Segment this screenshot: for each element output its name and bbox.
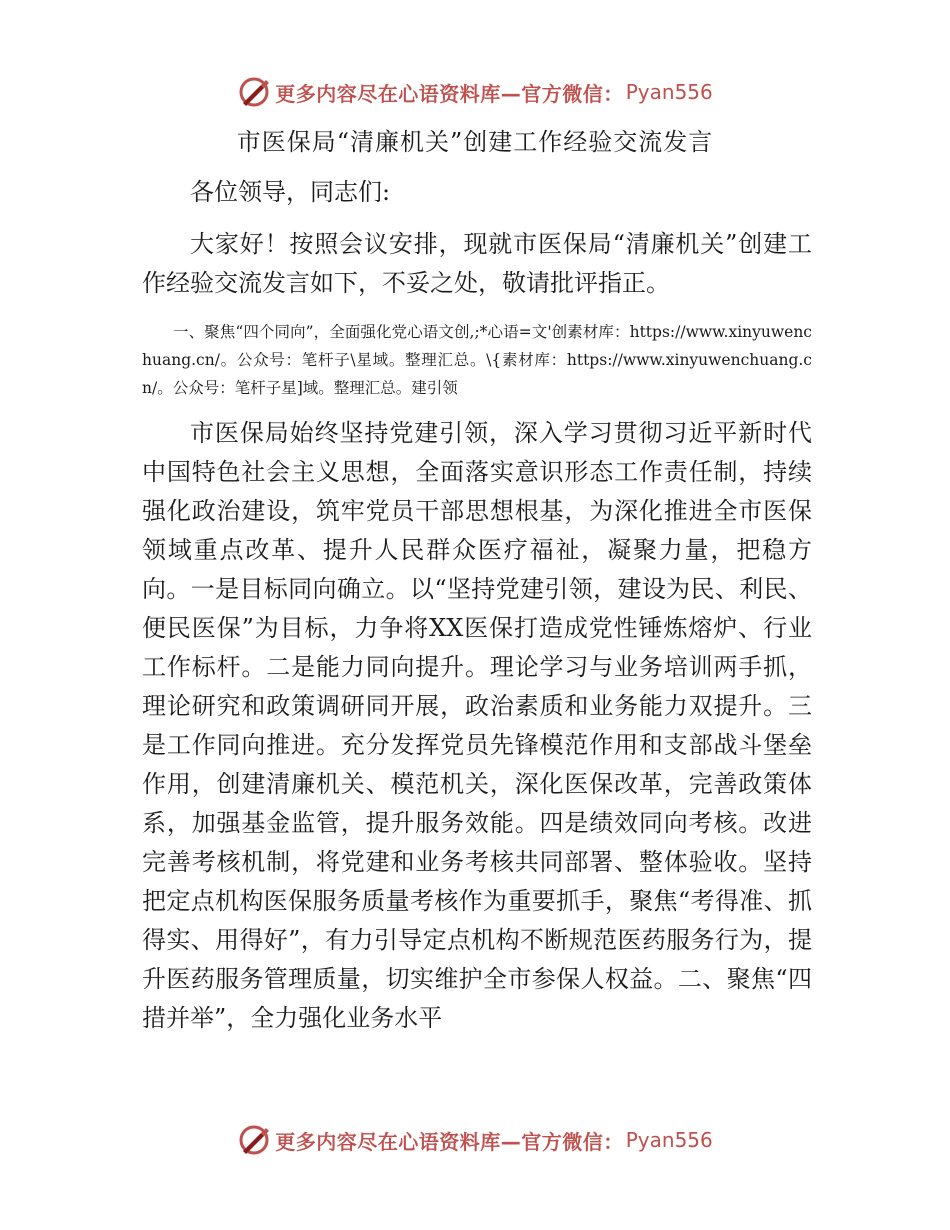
banner-wechat-id: Pyan556 — [625, 80, 713, 104]
pen-logo-icon — [237, 75, 271, 109]
document-title: 市医保局“清廉机关”创建工作经验交流发言 — [236, 128, 714, 156]
footer-watermark-banner — [0, 1120, 950, 1160]
greeting: 各位领导，同志们: — [190, 178, 391, 206]
header-watermark-banner — [0, 72, 950, 112]
section1-heading: 一、聚焦“四个同向”，全面强化党心语文创,;*心语=文'创素材库：https://www.xinyuwenchuang.cn/。公众号：笔杆子\星域。整理汇总。\{素材库：https://www.xinyuwenchuang.cn/。公众号：笔杆子星]域。整理汇总。建引领 — [142, 323, 812, 397]
intro-paragraph: 大家好！按照会议安排，现就市医保局“清廉机关”创建工作经验交流发言如下，不妥之处，敬请批评指正。 — [142, 230, 812, 297]
banner-wechat-id: Pyan556 — [625, 1128, 713, 1152]
pen-logo-icon — [237, 1123, 271, 1157]
banner-text: 更多内容尽在心语资料库—官方微信： — [275, 81, 624, 106]
body-paragraph: 市医保局始终坚持党建引领，深入学习贯彻习近平新时代中国特色社会主义思想，全面落实意识形态工作责任制，持续强化政治建设，筑牢党员干部思想根基，为深化推进全市医保领域重点改革、提升人民群众医疗福祉，凝聚力量，把稳方向。一是目标同向确立。以“坚持党建引领，建设为民、利民、便民医保”为目标，力争将XX医保打造成党性锤炼熔炉、行业工作标杆。二是能力同向提升。理论学习与业务培训两手抓，理论研究和政策调研同开展，政治素质和业务能力双提升。三是工作同向推进。充分发挥党员先锋模范作用和支部战斗堡垒作用，创建清廉机关、模范机关，深化医保改革，完善政策体系，加强基金监管，提升服务效能。四是绩效同向考核。改进完善考核机制，将党建和业务考核共同部署、整体验收。坚持把定点机构医保服务质量考核作为重要抓手，聚焦“考得准、抓得实、用得好”，有力引导定点机构不断规范医药服务行为，提升医药服务管理质量，切实维护全市参保人权益。二、聚焦“四措并举”，全力强化业务水平 — [142, 419, 812, 1032]
banner-text: 更多内容尽在心语资料库—官方微信： — [275, 1129, 624, 1154]
